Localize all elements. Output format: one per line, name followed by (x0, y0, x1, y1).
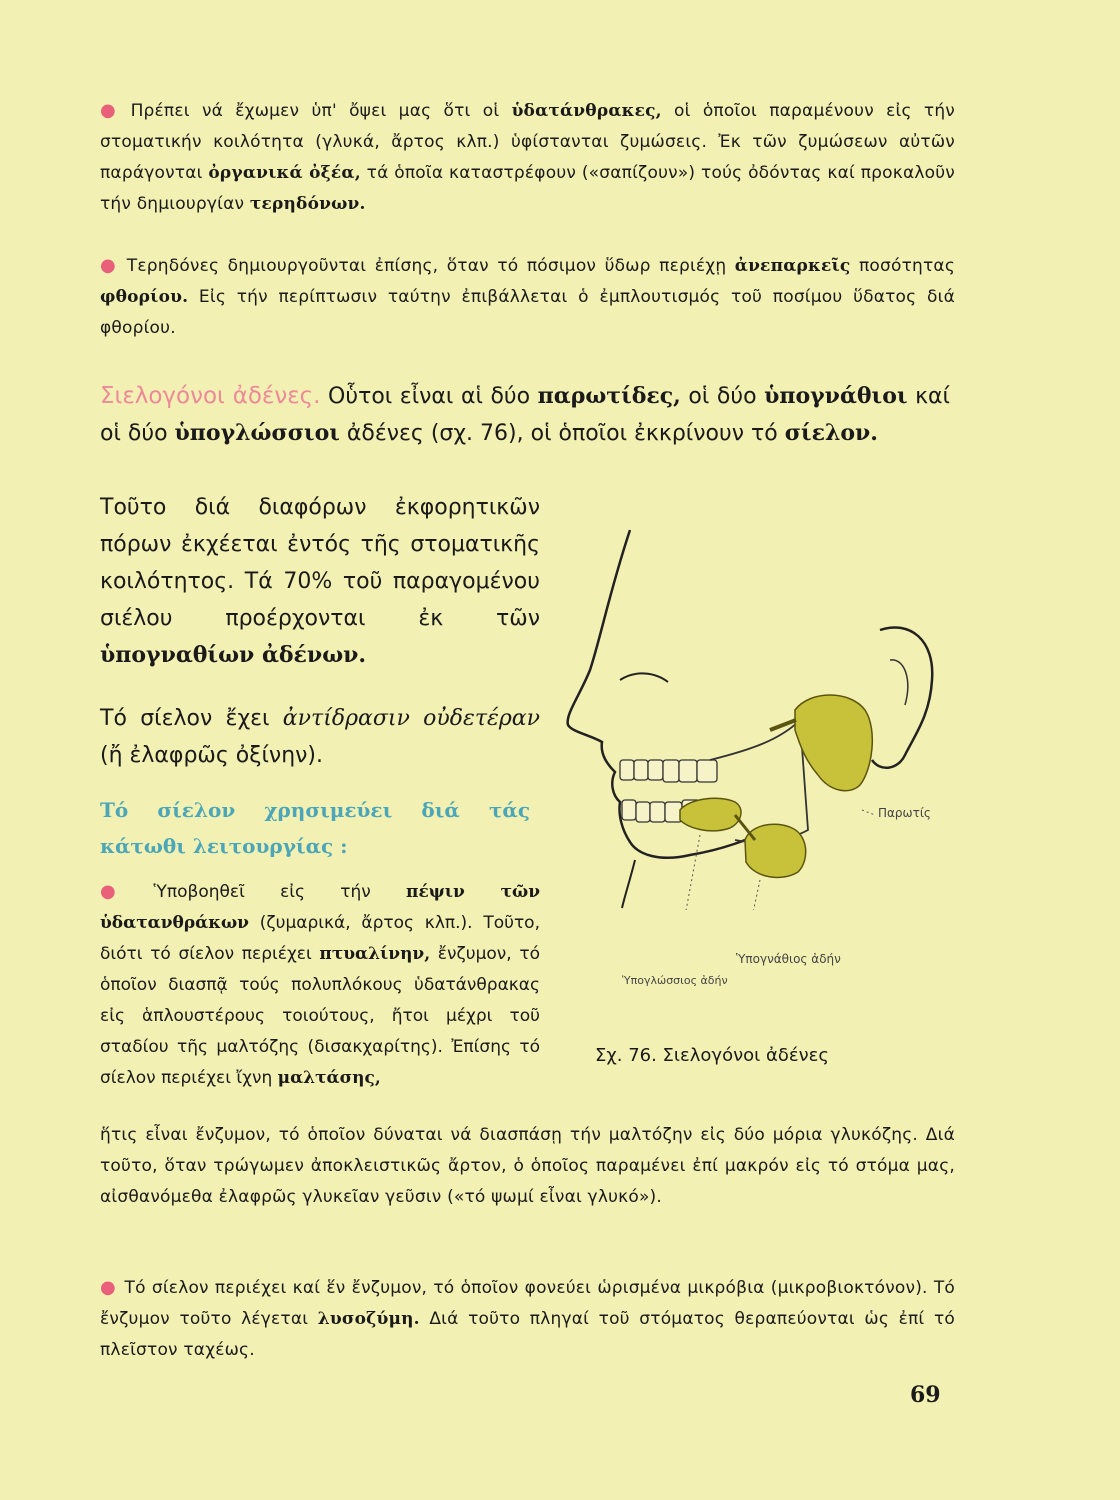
ear-inner (890, 660, 908, 705)
paragraph-lysozyme: ● Τό σίελον περιέχει καί ἕν ἔνζυμον, τό ὁποῖον φονεύει ὡρισμένα μικρόβια (μικροβιοκτόνον). Τό ἔνζυμον τοῦτο λέγεται λυσοζύμη. Διά τοῦτο πληγαί τοῦ στόματος θεραπεύονται ὡς ἐπί τό πλεῖστον ταχέως. (100, 1277, 956, 1360)
label-submandibular: Ὑπογνάθιος ἀδήν (736, 952, 841, 966)
salivary-glands-illustration (560, 510, 960, 910)
paragraph-carbohydrates: ● Πρέπει νά ἔχωμεν ὑπ' ὄψει μας ὅτι οἱ ὑδατάνθρακες, οἱ ὁποῖοι παραμένουν εἰς τήν στοματικήν κοιλότητα (γλυκά, ἄρτος κλπ.) ὑφίστανται ζυμώσεις. Ἐκ τῶν ζυμώσεων αὐτῶν παράγονται ὀργανικά ὀξέα, τά ὁποῖα καταστρέφουν («σαπίζουν») τούς ὀδόντας καί προκαλοῦν τήν δημιουργίαν τερηδόνων. (100, 100, 956, 214)
paragraph-digestion: ● Ὑποβοηθεῖ εἰς τήν πέψιν τῶν ὑδατανθράκων (ζυμαρικά, ἄρτος κλπ.). Τοῦτο, διότι τό σίελον περιέχει πτυαλίνην, ἔνζυμον, τό ὁποῖον διασπᾷ τούς πολυπλόκους ὑδατάνθρακας εἰς ἁπλουστέρους τοιούτους, ἤτοι μέχρι τοῦ σταδίου τῆς μαλτόζης (δισακχαρίτης). Ἐπίσης τό σίελον περιέχει ἴχνη μαλτάσης, (100, 881, 540, 1088)
submandibular-gland (745, 824, 806, 877)
parotid-duct (770, 720, 796, 730)
section-heading: Σιελογόνοι ἀδένες. (100, 383, 321, 409)
parotid-gland (795, 695, 872, 791)
label-parotid: Παρωτίς (878, 806, 931, 820)
submandibular-leader-line (745, 880, 760, 910)
uses-heading: Τό σίελον χρησιμεύει διά τάς κάτωθι λειτουργίας : (100, 798, 530, 858)
bullet-icon: ● (100, 100, 123, 121)
bullet-icon: ● (100, 881, 146, 902)
paragraph-maltase: ἥτις εἶναι ἔνζυμον, τό ὁποῖον δύναται νά διασπάσῃ τήν μαλτόζην εἰς δύο μόρια γλυκόζης. Διά τοῦτο, ὅταν τρώγωμεν ἀποκλειστικῶς ἄρτον, ὁ ὁποῖος παραμένει ἐπί μακρόν εἰς τό στόμα μας, αἰσθανόμεθα ἐλαφρῶς γλυκεῖαν γεῦσιν («τό ψωμί εἶναι γλυκό»). (100, 1125, 955, 1207)
paragraph-fluoride: ● Τερηδόνες δημιουργοῦνται ἐπίσης, ὅταν τό πόσιμον ὕδωρ περιέχῃ ἀνεπαρκεῖς ποσότητας φθορίου. Εἰς τήν περίπτωσιν ταύτην ἐπιβάλλεται ὁ ἐμπλουτισμός τοῦ ποσίμου ὕδατος διά φθορίου. (100, 255, 956, 338)
paragraph-reaction: Τό σίελον ἔχει ἀντίδρασιν οὐδετέραν (ἤ ἐλαφρῶς ὀξίνην). (100, 706, 540, 768)
neck-outline (622, 860, 635, 908)
figure-caption: Σχ. 76. Σιελογόνοι ἀδένες (595, 1045, 829, 1066)
bullet-icon: ● (100, 255, 119, 276)
submandibular-duct (735, 815, 755, 840)
eye-icon (620, 673, 668, 682)
label-sublingual: Ὑπογλώσσιος ἀδήν (622, 974, 728, 987)
sublingual-gland (680, 798, 741, 831)
paragraph-saliva-ducts: Τοῦτο διά διαφόρων ἐκφορητικῶν πόρων ἐκχέεται ἐντός τῆς στοματικῆς κοιλότητος. Τά 70% τοῦ παραγομένου σιέλου προέρχονται ἐκ τῶν ὑπογναθίων ἀδένων. (100, 495, 540, 668)
ear-outline (872, 627, 932, 767)
bullet-icon: ● (100, 1277, 117, 1298)
parotid-leader-line (862, 810, 875, 815)
sublingual-leader-line (675, 835, 700, 910)
paragraph-salivary-glands: Σιελογόνοι ἀδένες. Οὗτοι εἶναι αἱ δύο παρωτίδες, οἱ δύο ὑπογνάθιοι καί οἱ δύο ὑπογλώσσιοι ἀδένες (σχ. 76), οἱ ὁποῖοι ἐκκρίνουν τό σίελον. (100, 383, 950, 446)
page-number: 69 (910, 1382, 941, 1408)
